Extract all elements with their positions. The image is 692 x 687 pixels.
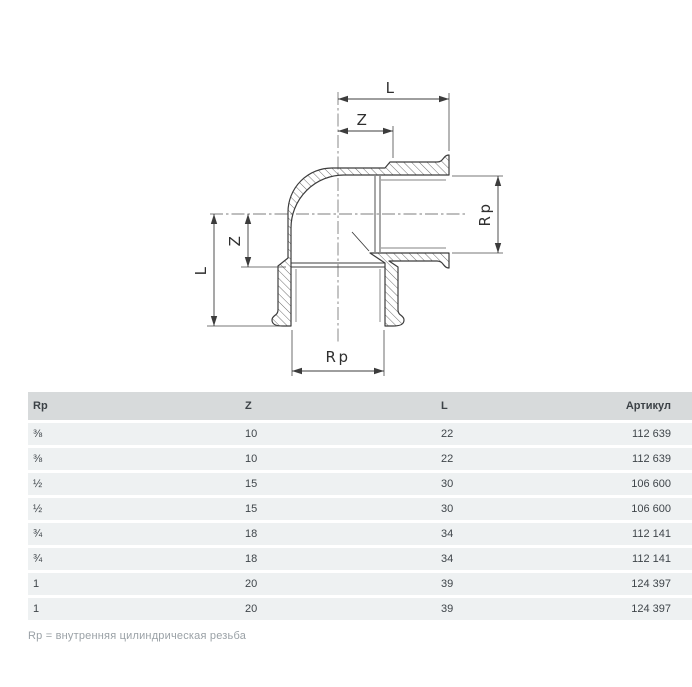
z-cell: 15 bbox=[245, 478, 258, 490]
rp-cell: ½ bbox=[33, 503, 43, 515]
leader-line bbox=[352, 232, 369, 251]
dim-label-Z-left: Z bbox=[226, 233, 244, 247]
rp-cell: ½ bbox=[33, 478, 43, 490]
rp-cell: ⅜ bbox=[33, 453, 43, 465]
article-cell: 106 600 bbox=[631, 503, 671, 515]
z-cell: 18 bbox=[245, 553, 258, 565]
article-cell: 112 141 bbox=[632, 528, 671, 540]
article-cell: 124 397 bbox=[631, 603, 671, 615]
elbow-wall-lower bbox=[370, 253, 449, 326]
table-row bbox=[28, 598, 692, 620]
z-cell: 10 bbox=[245, 453, 258, 465]
article-cell: 112 639 bbox=[632, 453, 671, 465]
rp-cell: ¾ bbox=[33, 553, 43, 565]
table-row bbox=[28, 448, 692, 470]
z-cell: 10 bbox=[245, 428, 258, 440]
table-row bbox=[28, 498, 692, 520]
article-cell: 112 141 bbox=[632, 553, 671, 565]
dim-label-Z-top: Z bbox=[356, 111, 370, 129]
dim-label-Rp-right: Rp bbox=[476, 201, 494, 227]
l-cell: 30 bbox=[441, 503, 454, 515]
column-header-rp: Rp bbox=[33, 400, 48, 412]
table-row bbox=[28, 573, 692, 595]
column-header-article: Артикул bbox=[625, 400, 671, 412]
z-cell: 20 bbox=[245, 578, 258, 590]
article-cell: 124 397 bbox=[631, 578, 671, 590]
thread-footnote: Rp = внутренняя цилиндрическая резьба bbox=[28, 630, 247, 642]
l-cell: 22 bbox=[441, 428, 454, 440]
l-cell: 34 bbox=[441, 553, 454, 565]
l-cell: 30 bbox=[441, 478, 454, 490]
l-cell: 22 bbox=[441, 453, 454, 465]
dimension-lines bbox=[214, 99, 498, 371]
table-row bbox=[28, 473, 692, 495]
elbow-wall-upper bbox=[272, 155, 449, 326]
spec-table bbox=[28, 392, 692, 620]
rp-cell: ⅜ bbox=[33, 428, 43, 440]
dim-label-L-left: L bbox=[192, 264, 210, 276]
l-cell: 39 bbox=[441, 603, 454, 615]
table-row bbox=[28, 423, 692, 445]
column-header-l: L bbox=[441, 400, 448, 412]
l-cell: 39 bbox=[441, 578, 454, 590]
dim-label-Rp-bottom: Rp bbox=[325, 348, 351, 366]
thread-minor-lines bbox=[296, 180, 446, 322]
table-row bbox=[28, 548, 692, 570]
dim-label-L-top: L bbox=[385, 79, 397, 97]
rp-cell: 1 bbox=[33, 578, 40, 590]
spec-table-body bbox=[28, 423, 692, 620]
dimension-arrows bbox=[211, 96, 501, 374]
rp-cell: 1 bbox=[33, 603, 40, 615]
z-cell: 18 bbox=[245, 528, 258, 540]
article-cell: 112 639 bbox=[632, 428, 671, 440]
extension-lines bbox=[207, 93, 503, 376]
spec-table-header bbox=[28, 392, 692, 420]
article-cell: 106 600 bbox=[631, 478, 671, 490]
z-cell: 15 bbox=[245, 503, 258, 515]
column-header-z: Z bbox=[245, 400, 252, 412]
l-cell: 34 bbox=[441, 528, 454, 540]
z-cell: 20 bbox=[245, 603, 258, 615]
rp-cell: ¾ bbox=[33, 528, 43, 540]
table-row bbox=[28, 523, 692, 545]
